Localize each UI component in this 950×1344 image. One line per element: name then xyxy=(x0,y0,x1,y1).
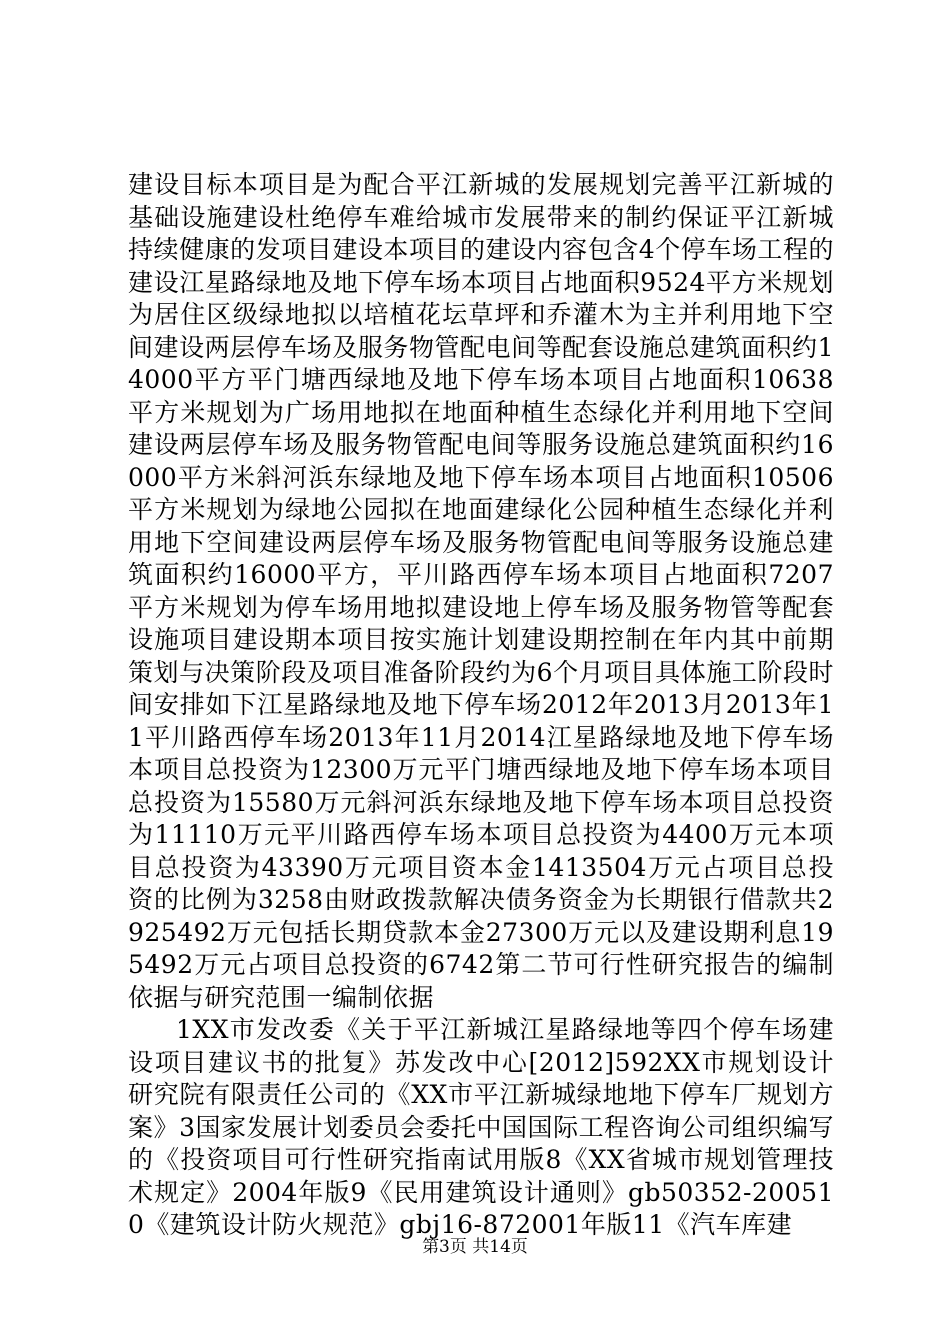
page-number-footer: 第3页 共14页 xyxy=(422,1237,528,1257)
document-body xyxy=(128,169,834,1242)
body-paragraph-2: 1XX市发改委《关于平江新城江星路绿地等四个停车场建设项目建议书的批复》苏发改中心[2012]592XX市规划设计研究院有限责任公司的《XX市平江新城绿地地下停车厂规划方案》3国家发展计划委员会委托中国国际工程咨询公司组织编写的《投资项目可行性研究指南试用版8《XX省城市规划管理技术规定》2004年版9《民用建筑设计通则》gb50352-200510《建筑设计防火规范》gbj16-872001年版11《汽车库建 xyxy=(128,1015,834,1239)
body-paragraph-1: 建设目标本项目是为配合平江新城的发展规划完善平江新城的基础设施建设杜绝停车难给城市发展带来的制约保证平江新城持续健康的发项目建设本项目的建设内容包含4个停车场工程的建设江星路绿地及地下停车场本项目占地面积9524平方米规划为居住区级绿地拟以培植花坛草坪和乔灌木为主并利用地下空间建设两层停车场及服务物管配电间等配套设施总建筑面积约14000平方平门塘西绿地及地下停车场本项目占地面积10638平方米规划为广场用地拟在地面种植生态绿化并利用地下空间建设两层停车场及服务物管配电间等服务设施总建筑面积约16000平方米斜河浜东绿地及地下停车场本项目占地面积10506平方米规划为绿地公园拟在地面建绿化公园种植生态绿化并利用地下空间建设两层停车场及服务物管配电间等服务设施总建筑面积约16000平方，平川路西停车场本项目占地面积7207平方米规划为停车场用地拟建设地上停车场及服务物管等配套设施项目建设期本项目按实施计划建设期控制在年内其中前期策划与决策阶段及项目准备阶段约为6个月项目具体施工阶段时间安排如下江星路绿地及地下停车场2012年2013月2013年11平川路西停车场2013年11月2014江星路绿地及地下停车场本项目总投资为12300万元平门塘西绿地及地下停车场本项目总投资为15580万元斜河浜东绿地及地下停车场本项目总投资为11110万元平川路西停车场本项目总投资为4400万元本项目总投资为43390万元项目资本金1413504万元占项目总投资的比例为3258由财政拨款解决债务资金为长期银行借款共2925492万元包括长期贷款本金27300万元以及建设期利息195492万元占项目总投资的6742第二节可行性研究报告的编制依据与研究范围一编制依据 xyxy=(128,170,834,1012)
